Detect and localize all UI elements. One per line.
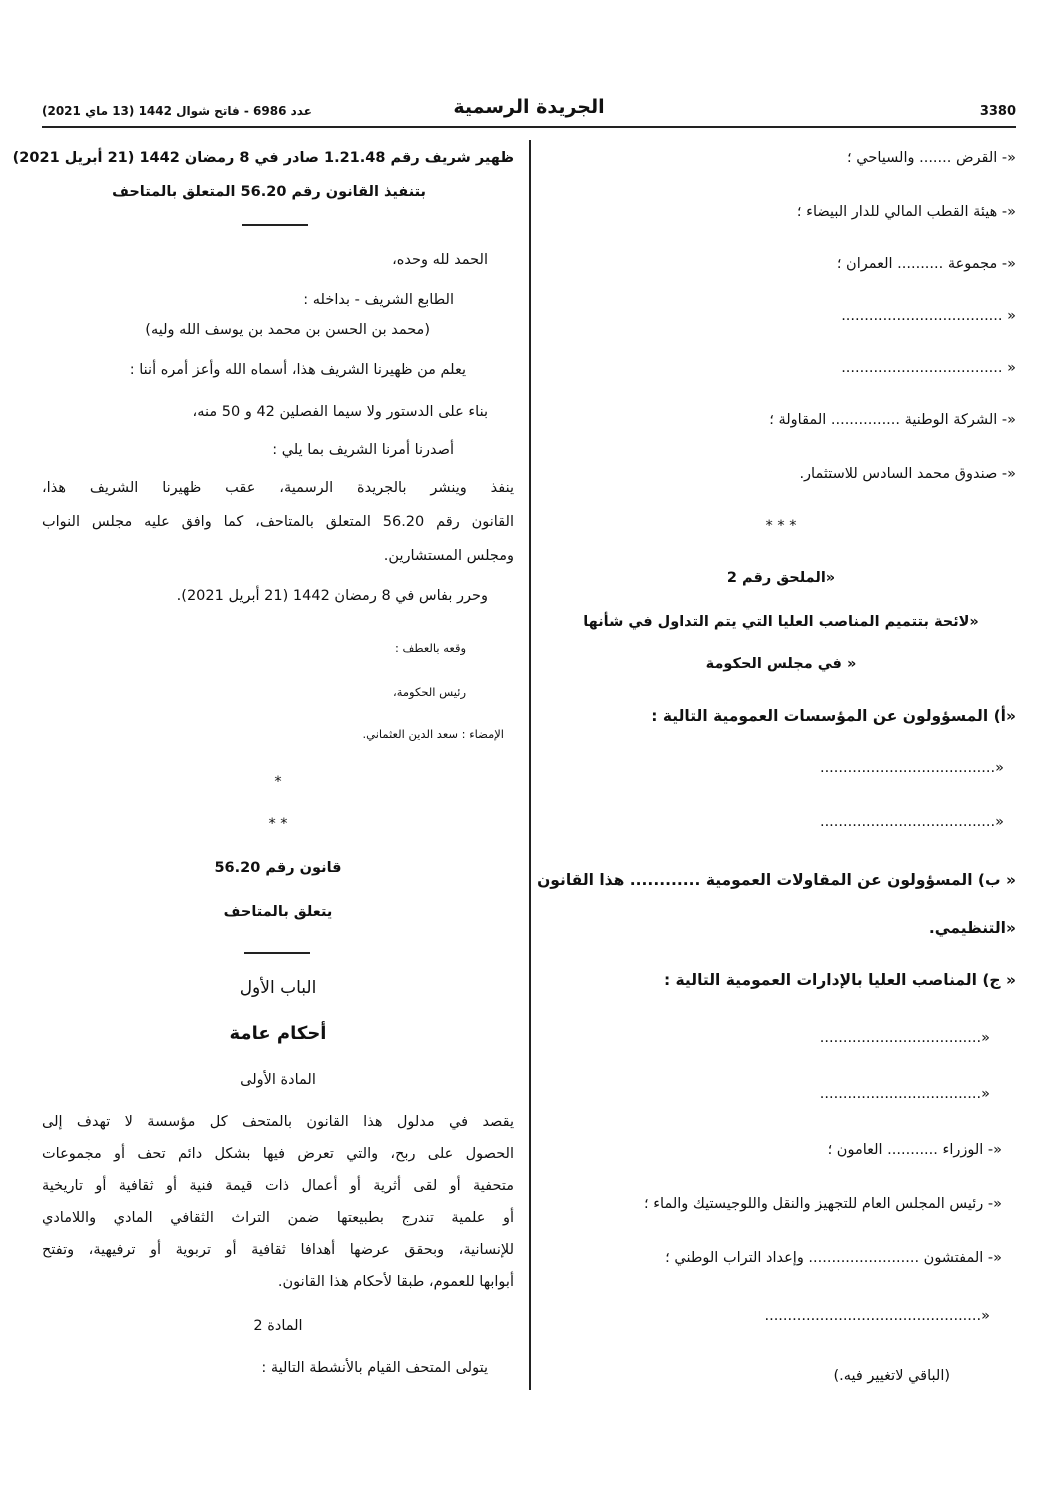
section-heading: «أ) المسؤولون عن المؤسسات العمومية التالية : bbox=[651, 707, 1016, 725]
separator-stars: * * bbox=[268, 816, 288, 832]
list-item: «- القرض ....... والسياحي ؛ bbox=[847, 150, 1016, 166]
section-heading: «التنظيمي. bbox=[928, 919, 1016, 937]
decree-body: القانون رقم 56.20 المتعلق بالمتاحف، كما وافق عليه مجلس النواب bbox=[42, 514, 514, 530]
law-number: قانون رقم 56.20 bbox=[214, 860, 342, 876]
decree-body: ينفذ وينشر بالجريدة الرسمية، عقب ظهيرنا الشريف هذا، bbox=[42, 480, 514, 496]
header-divider bbox=[42, 126, 1016, 128]
gazette-title: الجريدة الرسمية bbox=[453, 96, 605, 118]
closing-note: (الباقي لاتغيير فيه.) bbox=[833, 1368, 950, 1384]
article-text: متحفية أو لقى أثرية أو أعمال ذات قيمة فنية أو ثقافية أو تاريخية bbox=[42, 1178, 514, 1194]
signature: الإمضاء : سعد الدين العثماني. bbox=[362, 727, 504, 741]
separator-stars: * * * bbox=[765, 518, 797, 534]
article-text: للإنسانية، وبحقق عرضها أهدافا ثقافية أو تربوية أو ترفيهية، وتفتح bbox=[42, 1242, 514, 1258]
list-item: «- رئيس المجلس العام للتجهيز والنقل واللوجيستيك والماء ؛ bbox=[643, 1196, 1002, 1212]
list-item: «- الشركة الوطنية ............... المقاولة ؛ bbox=[769, 412, 1016, 428]
notice-text: يعلم من ظهيرنا الشريف هذا، أسماه الله وأعز أمره أننا : bbox=[129, 362, 466, 378]
article-text: أبوابها للعموم، طبقا لأحكام هذا القانون. bbox=[277, 1274, 514, 1290]
dotted-line: «............................................... bbox=[764, 1308, 990, 1324]
article-title: المادة الأولى bbox=[240, 1072, 316, 1088]
dotted-line: «................................... bbox=[819, 1030, 990, 1046]
annex-subtitle: «لائحة بتتميم المناصب العليا التي يتم التداول في شأنها bbox=[583, 614, 979, 630]
decree-intro: أصدرنا أمرنا الشريف بما يلي : bbox=[272, 442, 454, 458]
dotted-line: «...................................... bbox=[819, 814, 1004, 830]
dahir-title: ظهير شريف رقم 1.21.48 صادر في 8 رمضان 1442 (21 أبريل 2021) bbox=[12, 150, 514, 166]
dotted-line: «................................... bbox=[819, 1086, 990, 1102]
annex-title: «الملحق رقم 2 bbox=[726, 570, 836, 586]
dahir-title: بتنفيذ القانون رقم 56.20 المتعلق بالمتاحف bbox=[112, 184, 426, 200]
column-divider bbox=[529, 140, 531, 1390]
left-column bbox=[12, 140, 514, 1390]
list-item: « ................................... bbox=[841, 308, 1016, 324]
page-header bbox=[42, 96, 1016, 126]
list-item: « ................................... bbox=[841, 360, 1016, 376]
done-at: وحرر بفاس في 8 رمضان 1442 (21 أبريل 2021). bbox=[176, 588, 488, 604]
dotted-line: «...................................... bbox=[819, 760, 1004, 776]
list-item: «- الوزراء ........... العامون ؛ bbox=[827, 1142, 1002, 1158]
title-divider bbox=[242, 224, 308, 226]
article-text: أو علمية تندرج بطبيعتها ضمن التراث الثقافي المادي واللامادي bbox=[42, 1210, 514, 1226]
right-column bbox=[537, 140, 1016, 1390]
title-divider bbox=[244, 952, 310, 954]
section-heading: « ج) المناصب العليا بالإدارات العمومية التالية : bbox=[663, 971, 1016, 989]
decree-body: ومجلس المستشارين. bbox=[383, 548, 514, 564]
list-item: «- مجموعة .......... العمران ؛ bbox=[836, 256, 1016, 272]
issue-info: عدد 6986 - فاتح شوال 1442 (13 ماي 2021) bbox=[42, 104, 312, 118]
section-heading: « ب) المسؤولون عن المقاولات العمومية ............ هذا القانون bbox=[537, 871, 1016, 889]
praise-text: الحمد لله وحده، bbox=[392, 252, 488, 268]
article-text: يتولى المتحف القيام بالأنشطة التالية : bbox=[261, 1360, 488, 1376]
countersigned-label: وقعه بالعطف : bbox=[394, 641, 466, 655]
seal-name: (محمد بن الحسن بن محمد بن يوسف الله وليه) bbox=[145, 322, 430, 338]
annex-subtitle: « في مجلس الحكومة bbox=[705, 656, 857, 672]
chapter-heading: الباب الأول bbox=[239, 978, 317, 998]
article-title: المادة 2 bbox=[253, 1318, 303, 1334]
list-item: «- هيئة القطب المالي للدار البيضاء ؛ bbox=[796, 204, 1016, 220]
separator-star: * bbox=[274, 774, 282, 790]
article-text: الحصول على ربح، والتي تعرض فيها بشكل دائم تحف أو مجموعات bbox=[42, 1146, 514, 1162]
head-of-government: رئيس الحكومة، bbox=[393, 685, 466, 699]
law-subject: يتعلق بالمتاحف bbox=[223, 904, 333, 920]
seal-label: الطابع الشريف - بداخله : bbox=[303, 292, 454, 308]
chapter-title: أحكام عامة bbox=[229, 1023, 327, 1044]
list-item: «- المفتشون ........................ وإعداد التراب الوطني ؛ bbox=[665, 1250, 1002, 1266]
page-number: 3380 bbox=[979, 104, 1016, 119]
article-text: يقصد في مدلول هذا القانون بالمتحف كل مؤسسة لا تهدف إلى bbox=[42, 1114, 514, 1130]
list-item: «- صندوق محمد السادس للاستثمار. bbox=[799, 466, 1016, 482]
basis-text: بناء على الدستور ولا سيما الفصلين 42 و 50 منه، bbox=[192, 404, 488, 420]
